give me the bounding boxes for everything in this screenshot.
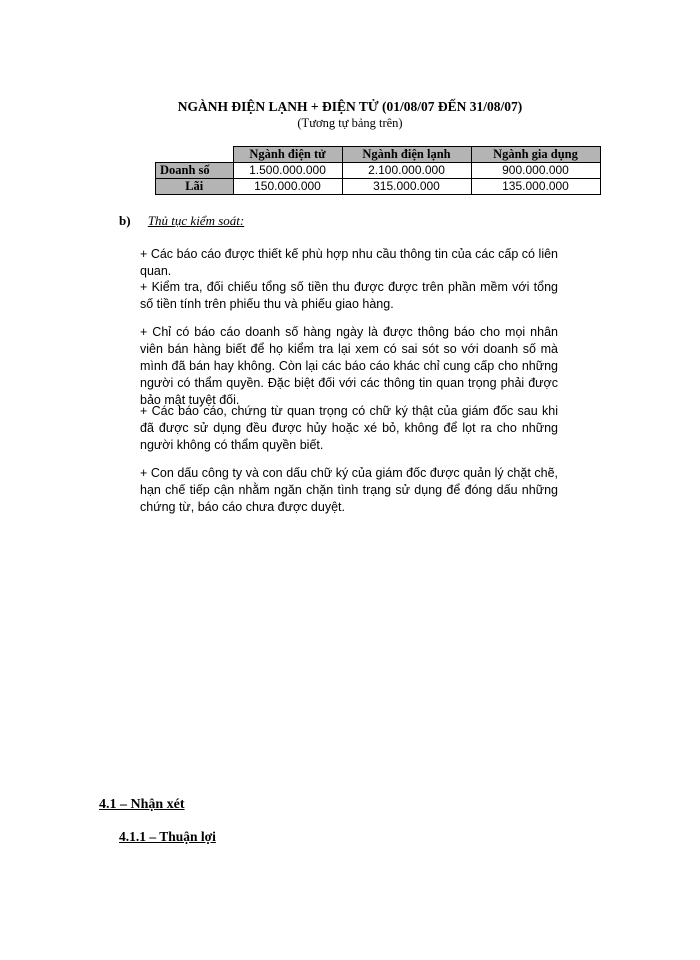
paragraph: + Các báo cáo, chứng từ quan trọng có chữ ký thật của giám đốc sau khi đã được sử dụng đều được hủy hoặc xé bỏ, không để lọt ra cho những người không có thẩm quyền biết.	[140, 404, 558, 452]
paragraph: + Chỉ có báo cáo doanh số hàng ngày là được thông báo cho mọi nhân viên bán hàng biết để họ kiểm tra lại xem có sai sót so với doanh số mà mình đã bán hay không. Còn lại các báo cáo khác chỉ cung cấp cho những người có thẩm quyền. Đặc biệt đối với các thông tin quan trọng phải được bảo mật tuyệt đối.	[140, 325, 558, 407]
table-cell: 2.100.000.000	[342, 163, 471, 179]
table-row	[156, 179, 601, 195]
heading-4-1: 4.1 – Nhận xét	[99, 797, 185, 812]
table-row	[156, 163, 601, 179]
table-column-header: Ngành điện lạnh	[342, 147, 471, 163]
section-letter: b)	[119, 213, 131, 228]
table-cell: 315.000.000	[342, 179, 471, 195]
paragraph: + Kiểm tra, đối chiếu tổng số tiền thu được được trên phần mềm với tổng số tiền tính trên phiếu thu và phiếu giao hàng.	[140, 280, 558, 311]
table-cell: 150.000.000	[233, 179, 342, 195]
table-column-header: Ngành điện tử	[233, 147, 342, 163]
heading-4-1-1: 4.1.1 – Thuận lợi	[119, 829, 216, 844]
table-column-header: Ngành gia dụng	[471, 147, 600, 163]
table-row-label: Lãi	[156, 179, 234, 195]
table-corner-cell	[156, 147, 234, 163]
section-b-heading	[119, 213, 244, 229]
section-heading-text: Thủ tục kiểm soát:	[147, 213, 245, 228]
page-title: NGÀNH ĐIỆN LẠNH + ĐIỆN TỬ (01/08/07 ĐẾN 31/08/07)	[177, 99, 523, 114]
table-row-label: Doanh số	[156, 163, 234, 179]
paragraph: + Con dấu công ty và con dấu chữ ký của giám đốc được quản lý chặt chẽ, hạn chế tiếp cận nhằm ngăn chặn tình trạng sử dụng để đóng dấu những chứng từ, báo cáo chưa được duyệt.	[140, 466, 558, 514]
table-cell: 900.000.000	[471, 163, 600, 179]
paragraph: + Các báo cáo được thiết kế phù hợp nhu cầu thông tin của các cấp có liên quan.	[140, 247, 558, 278]
table-header-row	[156, 147, 601, 163]
table-cell: 1.500.000.000	[233, 163, 342, 179]
page-subtitle: (Tương tự bảng trên)	[297, 116, 403, 130]
sales-table	[155, 146, 601, 195]
table-cell: 135.000.000	[471, 179, 600, 195]
